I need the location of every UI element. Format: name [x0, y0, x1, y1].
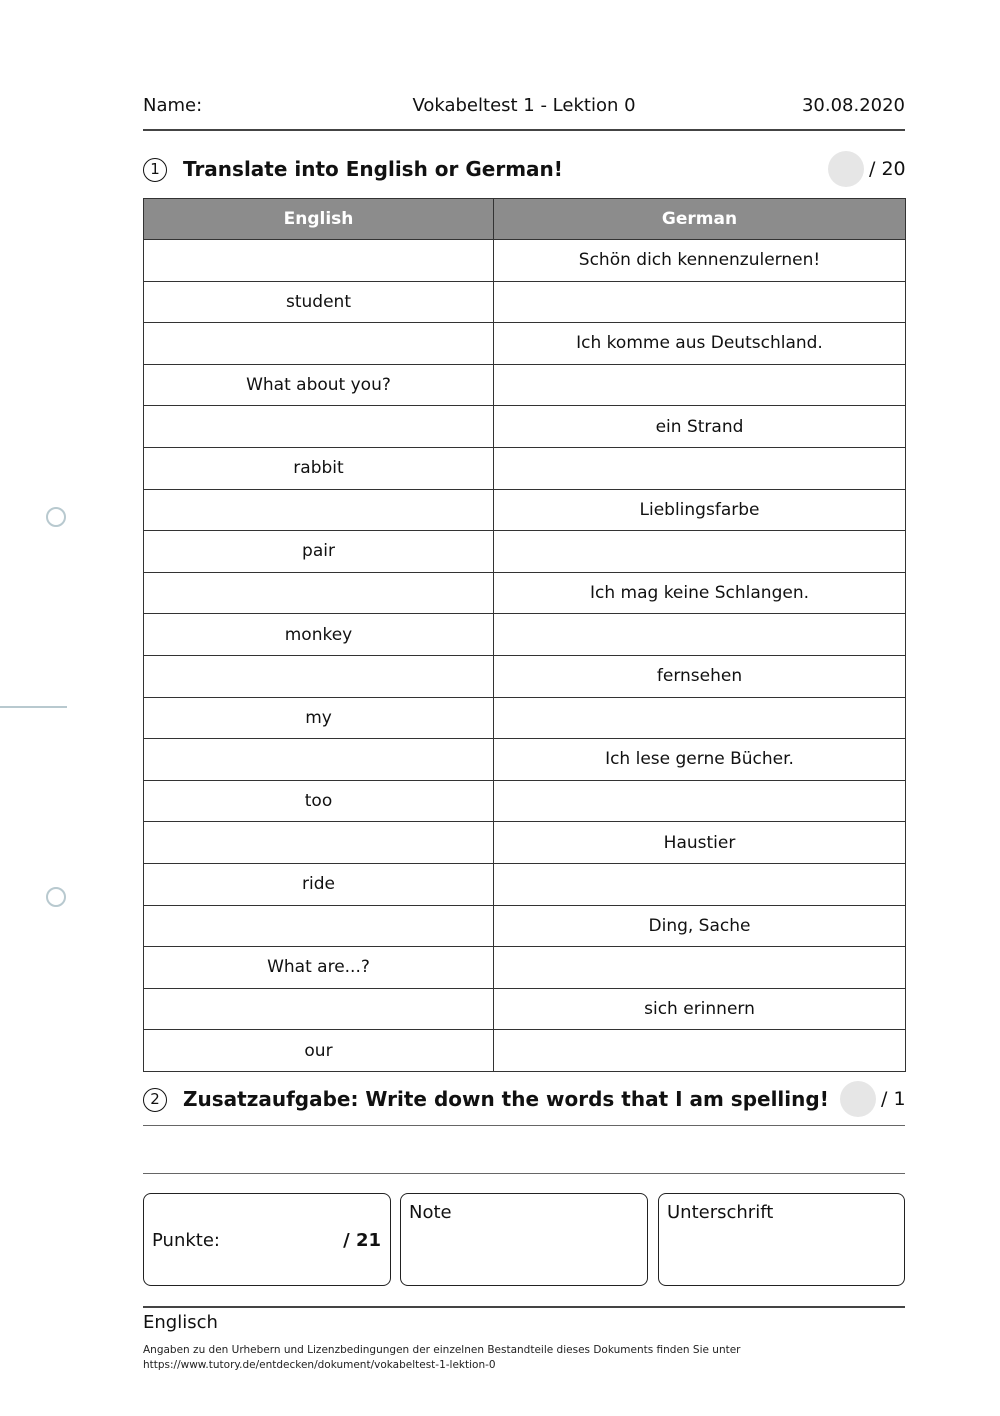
answer-line[interactable] — [143, 1173, 905, 1174]
table-row — [144, 905, 906, 947]
license-note — [143, 1343, 741, 1373]
english-cell: monkey — [144, 614, 494, 656]
task1-score-field[interactable] — [828, 151, 864, 187]
answer-line[interactable] — [143, 1125, 905, 1126]
german-cell[interactable] — [494, 863, 906, 905]
german-cell: Ich lese gerne Bücher. — [494, 739, 906, 781]
license-text: Angaben zu den Urhebern und Lizenzbedingungen der einzelnen Bestandteile dieses Dokuments finden Sie unter — [143, 1344, 741, 1356]
german-cell: Ding, Sache — [494, 905, 906, 947]
task-number-badge: 2 — [143, 1088, 167, 1112]
table-row — [144, 739, 906, 781]
table-row — [144, 447, 906, 489]
english-cell: too — [144, 780, 494, 822]
table-row — [144, 531, 906, 573]
german-cell[interactable] — [494, 614, 906, 656]
german-cell: fernsehen — [494, 655, 906, 697]
table-row — [144, 364, 906, 406]
english-cell: What are...? — [144, 947, 494, 989]
table-row — [144, 780, 906, 822]
task2-score-field[interactable] — [840, 1081, 876, 1117]
table-row — [144, 697, 906, 739]
table-row — [144, 240, 906, 282]
german-cell[interactable] — [494, 780, 906, 822]
english-cell: rabbit — [144, 447, 494, 489]
english-cell[interactable] — [144, 572, 494, 614]
subject-label: Englisch — [143, 1312, 218, 1333]
table-row — [144, 572, 906, 614]
table-row — [144, 863, 906, 905]
table-row — [144, 1030, 906, 1072]
english-cell: What about you? — [144, 364, 494, 406]
english-cell: my — [144, 697, 494, 739]
german-cell: Haustier — [494, 822, 906, 864]
name-label: Name: — [143, 95, 203, 116]
points-total: / 21 — [343, 1230, 381, 1251]
table-row — [144, 614, 906, 656]
german-cell: Schön dich kennenzulernen! — [494, 240, 906, 282]
table-row — [144, 489, 906, 531]
document-title: Vokabeltest 1 - Lektion 0 — [412, 95, 636, 116]
points-label: Punkte: — [152, 1230, 220, 1251]
vocabulary-table — [143, 198, 906, 1072]
license-link[interactable]: https://www.tutory.de/entdecken/dokument/vokabeltest-1-lektion-0 — [143, 1359, 496, 1371]
task1-title: Translate into English or German! — [183, 157, 563, 181]
task2-title: Zusatzaufgabe: Write down the words that I am spelling! — [183, 1087, 829, 1111]
punch-hole-mark — [46, 507, 66, 527]
english-cell[interactable] — [144, 655, 494, 697]
english-cell[interactable] — [144, 739, 494, 781]
german-cell: sich erinnern — [494, 988, 906, 1030]
english-cell[interactable] — [144, 240, 494, 282]
grade-label: Note — [409, 1202, 452, 1223]
english-cell[interactable] — [144, 406, 494, 448]
german-cell[interactable] — [494, 364, 906, 406]
task2-max-score: / 1 — [881, 1088, 906, 1110]
column-header-english: English — [144, 199, 494, 240]
english-cell: our — [144, 1030, 494, 1072]
english-cell: student — [144, 281, 494, 323]
signature-box[interactable] — [658, 1193, 905, 1286]
german-cell[interactable] — [494, 281, 906, 323]
table-row — [144, 281, 906, 323]
german-cell[interactable] — [494, 447, 906, 489]
fold-mark — [0, 706, 67, 708]
punch-hole-mark — [46, 887, 66, 907]
footer-divider — [143, 1306, 905, 1308]
signature-label: Unterschrift — [667, 1202, 774, 1223]
english-cell[interactable] — [144, 822, 494, 864]
english-cell: ride — [144, 863, 494, 905]
english-cell: pair — [144, 531, 494, 573]
german-cell[interactable] — [494, 947, 906, 989]
german-cell: Ich mag keine Schlangen. — [494, 572, 906, 614]
table-row — [144, 988, 906, 1030]
german-cell: Lieblingsfarbe — [494, 489, 906, 531]
german-cell[interactable] — [494, 531, 906, 573]
english-cell[interactable] — [144, 489, 494, 531]
grade-box[interactable] — [400, 1193, 648, 1286]
german-cell: Ich komme aus Deutschland. — [494, 323, 906, 365]
german-cell[interactable] — [494, 1030, 906, 1072]
english-cell[interactable] — [144, 323, 494, 365]
table-row — [144, 323, 906, 365]
table-header-row — [144, 199, 906, 240]
points-box — [143, 1193, 391, 1286]
column-header-german: German — [494, 199, 906, 240]
table-row — [144, 655, 906, 697]
header-divider — [143, 129, 905, 131]
task1-max-score: / 20 — [869, 158, 906, 180]
table-row — [144, 822, 906, 864]
task-number-badge: 1 — [143, 158, 167, 182]
german-cell: ein Strand — [494, 406, 906, 448]
document-date: 30.08.2020 — [801, 95, 905, 116]
english-cell[interactable] — [144, 905, 494, 947]
table-row — [144, 947, 906, 989]
table-row — [144, 406, 906, 448]
german-cell[interactable] — [494, 697, 906, 739]
english-cell[interactable] — [144, 988, 494, 1030]
